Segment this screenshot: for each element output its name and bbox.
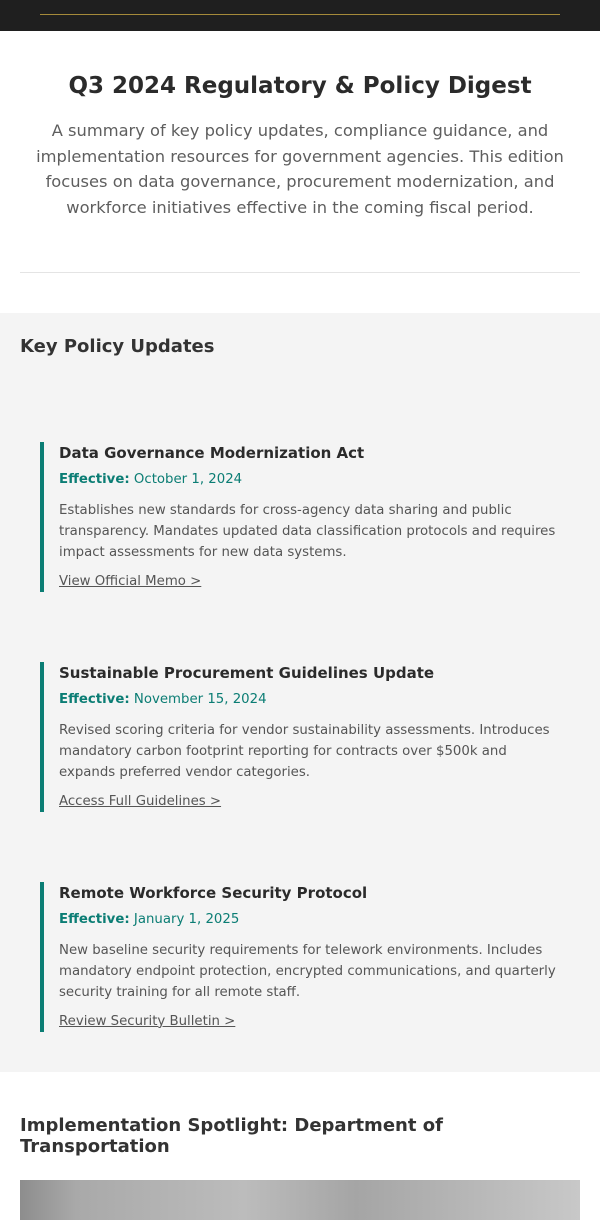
policy-effective-date [59, 690, 580, 710]
policy-card [40, 442, 580, 592]
policy-effective-date [59, 910, 580, 930]
intro-section [0, 31, 600, 221]
policy-list [20, 442, 580, 1032]
effective-label: Effective: [59, 471, 130, 487]
page-title: Q3 2024 Regulatory & Policy Digest [68, 73, 532, 99]
section-divider [20, 272, 580, 273]
access-full-guidelines-link[interactable]: Access Full Guidelines > [59, 793, 222, 809]
effective-date: January 1, 2025 [133, 911, 240, 927]
effective-date: October 1, 2024 [133, 471, 243, 487]
view-official-memo-link[interactable]: View Official Memo > [59, 573, 202, 589]
gold-divider [40, 14, 560, 15]
implementation-spotlight-section [0, 1072, 600, 1220]
effective-label: Effective: [59, 911, 130, 927]
policy-title: Data Governance Modernization Act [59, 443, 365, 462]
policy-description: New baseline security requirements for telework environments. Includes mandatory endpoint protection, encrypted communications, and quarterly security training for all remote staff. [59, 942, 556, 1000]
section-heading: Key Policy Updates [20, 335, 215, 357]
spotlight-heading: Implementation Spotlight: Department of Transportation [20, 1114, 443, 1157]
key-policy-updates-section [0, 313, 600, 1072]
top-banner [0, 0, 600, 31]
policy-description: Revised scoring criteria for vendor sustainability assessments. Introduces mandatory carbon footprint reporting for contracts over $500k and expands preferred vendor categories. [59, 722, 550, 780]
policy-effective-date [59, 470, 580, 490]
effective-label: Effective: [59, 691, 130, 707]
policy-card [40, 882, 580, 1032]
policy-card [40, 662, 580, 812]
review-security-bulletin-link[interactable]: Review Security Bulletin > [59, 1013, 236, 1029]
intro-summary: A summary of key policy updates, compliance guidance, and implementation resources for government agencies. This edition focuses on data governance, procurement modernization, and workforce initiatives effective in the coming fiscal period. [36, 121, 564, 218]
policy-title: Remote Workforce Security Protocol [59, 883, 368, 902]
policy-title: Sustainable Procurement Guidelines Update [59, 663, 435, 682]
policy-description: Establishes new standards for cross-agency data sharing and public transparency. Mandates updated data classification protocols and requires impact assessments for new data systems. [59, 502, 556, 560]
effective-date: November 15, 2024 [133, 691, 267, 707]
